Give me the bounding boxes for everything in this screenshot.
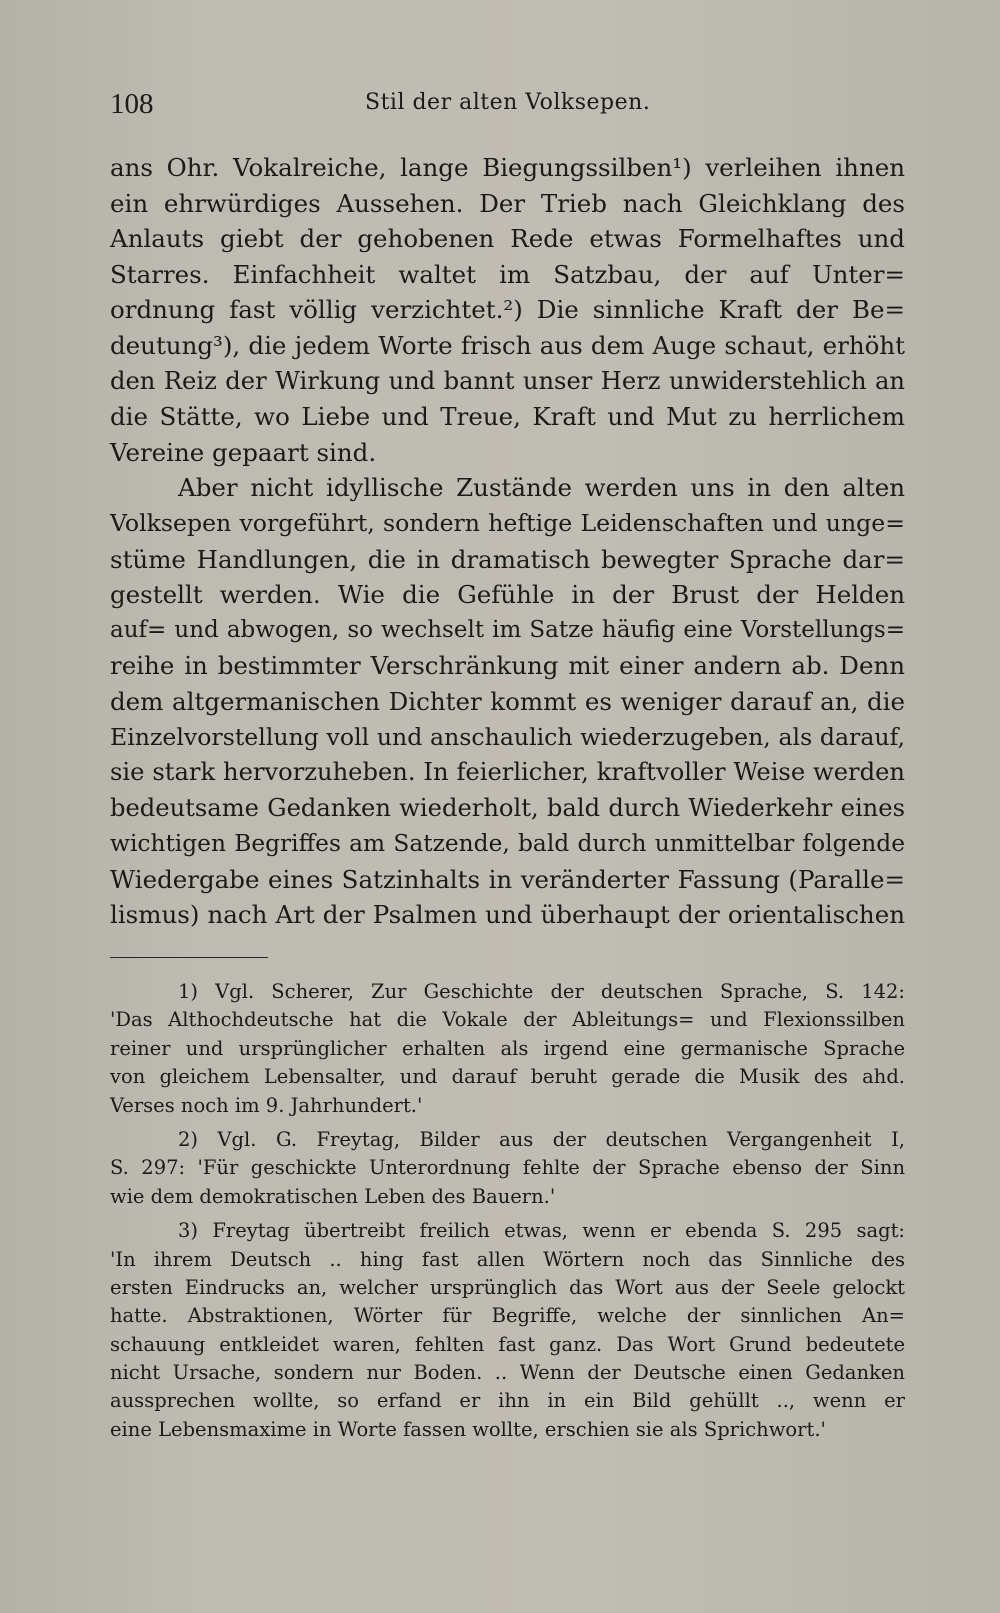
text-line: Aber nicht idyllische Zustände werden uns in den alten <box>178 473 905 503</box>
footnote-line: hatte. Abstraktionen, Wörter für Begriffe, welche der sinnlichen An= <box>110 1304 905 1328</box>
footnote-line: wie dem demokratischen Leben des Bauern.' <box>110 1184 556 1208</box>
text-line: reihe in bestimmter Verschränkung mit einer andern ab. Denn <box>110 651 905 681</box>
text-line: ordnung fast völlig verzichtet.²) Die sinnliche Kraft der Be= <box>110 295 905 325</box>
footnote-line: schauung entkleidet waren, fehlten fast ganz. Das Wort Grund bedeutete <box>110 1332 905 1356</box>
footnote-line: 'Das Althochdeutsche hat die Vokale der Ableitungs= und Flexionssilben <box>110 1008 905 1032</box>
text-line: Vereine gepaart sind. <box>110 437 377 467</box>
footnote-line: eine Lebensmaxime in Worte fassen wollte, erschien sie als Sprichwort.' <box>110 1417 826 1441</box>
footnote-divider <box>110 957 268 958</box>
footnote-line: 1) Vgl. Scherer, Zur Geschichte der deutschen Sprache, S. 142: <box>178 980 905 1003</box>
text-line: auf= und abwogen, so wechselt im Satze häufig eine Vorstellungs= <box>110 616 905 643</box>
page-number: 108 <box>110 88 154 120</box>
running-head: Stil der alten Volksepen. <box>365 90 651 115</box>
text-line: den Reiz der Wirkung und bannt unser Herz unwiderstehlich an <box>110 366 905 395</box>
footnote-line: reiner und ursprünglicher erhalten als irgend eine germanische Sprache <box>110 1036 905 1060</box>
text-line: Anlauts giebt der gehobenen Rede etwas Formelhaftes und <box>110 224 905 254</box>
footnote-line: nicht Ursache, sondern nur Boden. .. Wenn der Deutsche einen Gedanken <box>110 1361 905 1385</box>
footnote-line: Verses noch im 9. Jahrhundert.' <box>110 1093 423 1117</box>
text-line: ans Ohr. Vokalreiche, lange Biegungssilben¹) verleihen ihnen <box>110 153 905 182</box>
footnote-line: 'In ihrem Deutsch .. hing fast allen Wörtern noch das Sinnliche des <box>110 1247 905 1271</box>
text-line: dem altgermanischen Dichter kommt es weniger darauf an, die <box>110 686 905 716</box>
text-line: lismus) nach Art der Psalmen und überhaupt der orientalischen <box>110 900 905 930</box>
text-line: die Stätte, wo Liebe und Treue, Kraft und Mut zu herrlichem <box>110 402 905 432</box>
footnote-line: 2) Vgl. G. Freytag, Bilder aus der deutschen Vergangenheit I, <box>178 1127 905 1151</box>
text-line: ein ehrwürdiges Aussehen. Der Trieb nach Gleichklang des <box>110 188 905 218</box>
text-line: bedeutsame Gedanken wiederholt, bald durch Wiederkehr eines <box>110 793 905 822</box>
text-line: gestellt werden. Wie die Gefühle in der Brust der Helden <box>110 580 905 610</box>
footnote-2 <box>110 1126 905 1211</box>
text-line: stüme Handlungen, die in dramatisch bewegter Sprache dar= <box>110 544 905 574</box>
footnote-line: von gleichem Lebensalter, und darauf beruht gerade die Musik des ahd. <box>110 1065 905 1089</box>
text-line: Einzelvorstellung voll und anschaulich wiederzugeben, als darauf, <box>110 722 905 751</box>
footnote-line: ersten Eindrucks an, welcher ursprünglich das Wort aus der Seele gelockt <box>110 1275 905 1299</box>
text-line: Volksepen vorgeführt, sondern heftige Leidenschaften und unge= <box>110 508 905 537</box>
page-header <box>110 88 905 128</box>
footnote-line: 3) Freytag übertreibt freilich etwas, wenn er ebenda S. 295 sagt: <box>178 1219 905 1243</box>
text-line: deutung³), die jedem Worte frisch aus dem Auge schaut, erhöht <box>110 330 905 360</box>
text-line: sie stark hervorzuheben. In feierlicher, kraftvoller Weise werden <box>110 758 905 787</box>
footnote-1 <box>110 978 905 1120</box>
footnote-line: aussprechen wollte, so erfand er ihn in ein Bild gehüllt .., wenn er <box>110 1389 905 1413</box>
footnote-line: S. 297: 'Für geschickte Unterordnung fehlte der Sprache ebenso der Sinn <box>110 1156 905 1180</box>
footnote-3 <box>110 1217 905 1444</box>
text-line: Wiedergabe eines Satzinhalts in veränderter Fassung (Paralle= <box>110 864 905 894</box>
text-line: Starres. Einfachheit waltet im Satzbau, der auf Unter= <box>110 259 905 289</box>
body-text <box>110 150 905 933</box>
text-line: wichtigen Begriffes am Satzende, bald durch unmittelbar folgende <box>110 830 905 858</box>
footnotes <box>110 978 905 1450</box>
